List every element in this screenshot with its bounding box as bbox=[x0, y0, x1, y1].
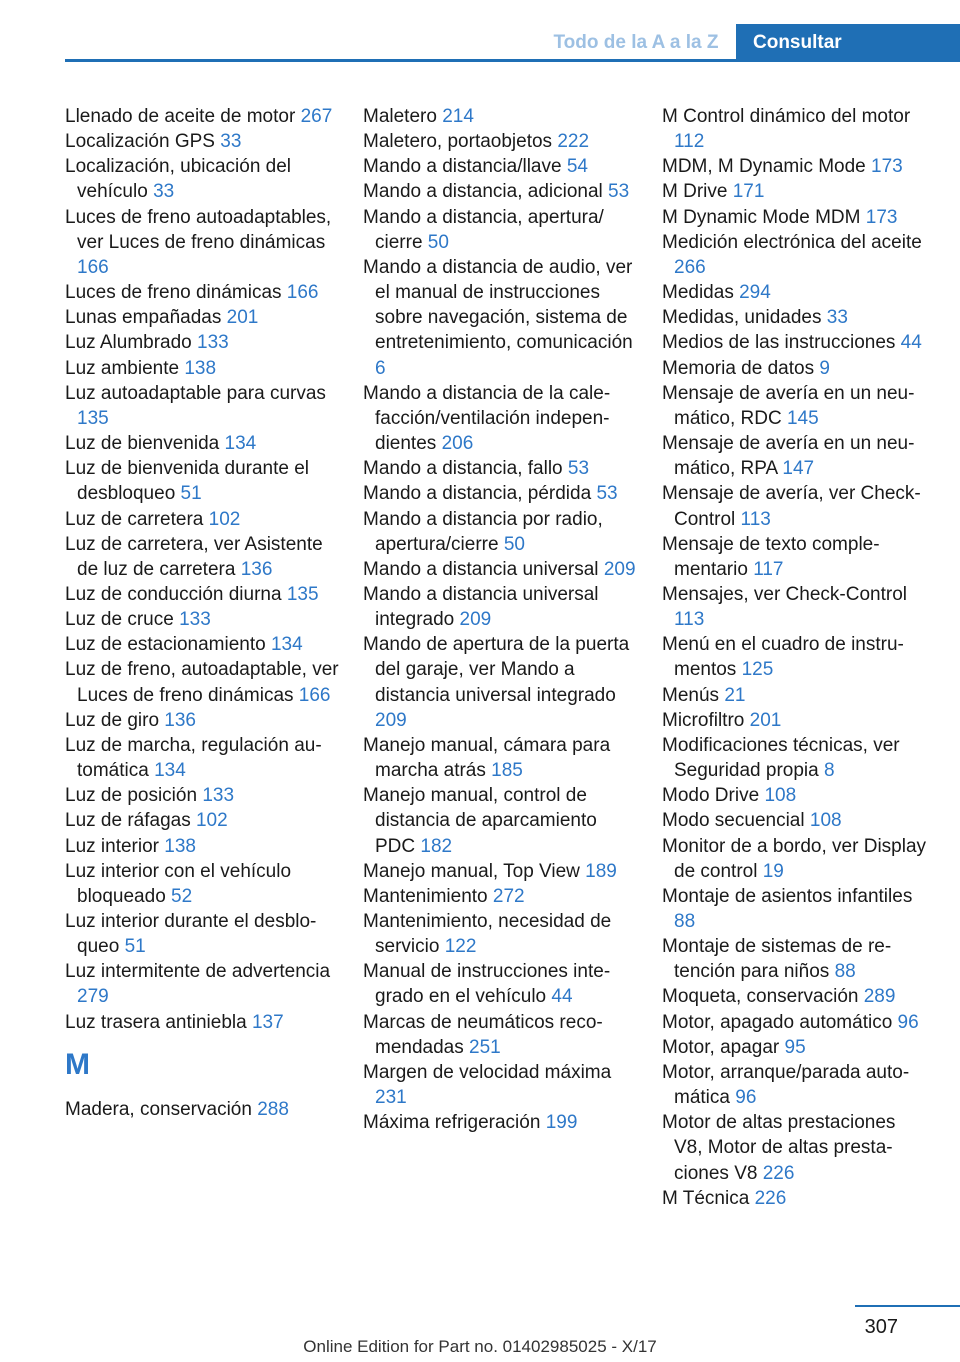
index-entry-text: Mando a distancia, apertura/​cierre bbox=[363, 206, 604, 253]
index-entry-text: Motor, apagado automático bbox=[662, 1011, 893, 1033]
index-entry-page-link[interactable]: 95 bbox=[784, 1036, 806, 1058]
index-entry-page-link[interactable]: 112 bbox=[674, 131, 705, 153]
index-entry-page-link[interactable]: 102 bbox=[208, 508, 241, 530]
index-entry-text: Medición electrónica del aceite bbox=[662, 231, 922, 253]
index-entry-text: Máxima refrigeración bbox=[363, 1112, 541, 1134]
index-entry bbox=[65, 305, 340, 330]
header-section-title: Todo de la A a la Z bbox=[553, 32, 719, 53]
index-entry-text: Medidas bbox=[662, 282, 734, 304]
index-entry-page-link[interactable]: 21 bbox=[724, 684, 746, 706]
index-entry-page-link[interactable]: 134 bbox=[154, 760, 186, 782]
index-entry-page-link[interactable]: 138 bbox=[164, 835, 196, 857]
index-entry bbox=[363, 557, 638, 582]
index-entry-text: Mando a distancia de audio, ver el manual de instrucciones sobre navegación, sistema de entretenimiento, comunicación bbox=[363, 256, 633, 354]
index-entry bbox=[662, 934, 927, 984]
index-entry-text: Microfiltro bbox=[662, 709, 745, 731]
index-entry bbox=[363, 884, 638, 909]
index-entry-page-link[interactable]: 96 bbox=[735, 1087, 757, 1109]
index-entry-page-link[interactable]: 226 bbox=[762, 1162, 795, 1184]
index-entry-text: Motor de altas prestaciones V8, Motor de altas prestaciones V8 bbox=[662, 1112, 896, 1184]
index-entry-text: Luz Alumbrado bbox=[65, 332, 192, 354]
index-entry-page-link[interactable]: 173 bbox=[871, 156, 903, 178]
index-entry-page-link[interactable]: 117 bbox=[753, 558, 784, 580]
index-entry bbox=[363, 1110, 638, 1135]
index-entry-text: Luz de giro bbox=[65, 709, 160, 731]
index-entry bbox=[65, 280, 340, 305]
index-entry-page-link[interactable]: 251 bbox=[469, 1036, 501, 1058]
index-entry-page-link[interactable]: 134 bbox=[270, 634, 303, 656]
index-entry-page-link[interactable]: 166 bbox=[298, 684, 331, 706]
index-entry-page-link[interactable]: 133 bbox=[202, 785, 235, 807]
index-entry-text: Mantenimiento, necesidad de servicio bbox=[363, 911, 612, 958]
index-entry bbox=[363, 205, 638, 255]
index-entry-page-link[interactable]: 50 bbox=[427, 231, 449, 253]
index-entry-text: Localización GPS bbox=[65, 131, 215, 153]
index-entry-page-link[interactable]: 201 bbox=[226, 307, 259, 329]
index-entry-page-link[interactable]: 189 bbox=[585, 860, 617, 882]
index-entry bbox=[65, 657, 340, 707]
index-entry-page-link[interactable]: 51 bbox=[124, 936, 146, 958]
index-entry-text: Montaje de asientos infantiles bbox=[662, 885, 913, 907]
index-entry-page-link[interactable]: 96 bbox=[897, 1011, 919, 1033]
index-entry bbox=[65, 104, 340, 129]
index-entry-page-link[interactable]: 137 bbox=[251, 1011, 284, 1033]
index-entry-text: Luz interior con el vehículo bloqueado bbox=[65, 860, 292, 907]
index-entry-text: Manejo manual, control de distancia de aparcamiento PDC bbox=[363, 785, 597, 857]
index-entry-text: M Técnica bbox=[662, 1187, 750, 1209]
index-entry-page-link[interactable]: 279 bbox=[77, 986, 109, 1008]
index-entry bbox=[65, 959, 340, 1009]
index-entry bbox=[363, 582, 638, 632]
index-entry-page-link[interactable]: 6 bbox=[375, 357, 386, 379]
index-entry bbox=[662, 708, 927, 733]
index-entry bbox=[662, 582, 927, 632]
index-entry bbox=[65, 859, 340, 909]
index-entry-page-link[interactable]: 214 bbox=[442, 106, 474, 127]
index-entry bbox=[363, 1010, 638, 1060]
index-entry-text: Manual de instrucciones integrado en el vehículo bbox=[363, 961, 611, 1008]
index-entry bbox=[65, 456, 340, 506]
index-entry bbox=[662, 431, 927, 481]
index-entry-text: Luz de cruce bbox=[65, 609, 174, 631]
index-entry-text: Luz interior bbox=[65, 835, 159, 857]
index-entry bbox=[65, 330, 340, 355]
index-entry bbox=[363, 632, 638, 733]
index-entry-text: Luces de freno autoadaptables, ver Luces de freno dinámicas bbox=[65, 206, 332, 253]
index-entry-text: M Dynamic Mode MDM bbox=[662, 206, 861, 228]
page-number: 307 bbox=[864, 1316, 898, 1338]
index-entry-text: MDM, M Dynamic Mode bbox=[662, 156, 866, 178]
index-entry-text: Luz de bienvenida durante el desbloqueo bbox=[65, 458, 310, 505]
index-entry-text: Marcas de neumáticos recomendadas bbox=[363, 1011, 603, 1058]
footer-divider bbox=[855, 1305, 960, 1307]
index-entry-page-link[interactable]: 166 bbox=[77, 256, 109, 278]
index-entry-page-link[interactable]: 108 bbox=[809, 810, 842, 832]
index-entry bbox=[65, 431, 340, 456]
index-entry bbox=[363, 456, 638, 481]
index-entry bbox=[65, 532, 340, 582]
index-entry bbox=[662, 808, 927, 833]
index-entry-page-link[interactable]: 209 bbox=[459, 609, 492, 631]
index-entry bbox=[662, 330, 927, 355]
index-entry-text: Mando a distancia, pérdida bbox=[363, 483, 592, 505]
index-entry-page-link[interactable]: 231 bbox=[375, 1087, 407, 1109]
index-entry-text: Mensaje de avería en un neumático, RDC bbox=[662, 382, 915, 429]
index-entry-text: Mando a distancia/llave bbox=[363, 156, 562, 178]
index-entry-text: Luz de conducción diurna bbox=[65, 583, 282, 605]
index-entry-page-link[interactable]: 54 bbox=[566, 156, 588, 178]
index-entry-text: Manejo manual, Top View bbox=[363, 860, 580, 882]
edition-footer: Online Edition for Part no. 01402985025 - X/17 bbox=[303, 1337, 657, 1356]
index-entry-text: Luz ambiente bbox=[65, 357, 180, 379]
index-entry-page-link[interactable]: 53 bbox=[596, 483, 618, 505]
index-entry-text: Luz interior durante el desbloqueo bbox=[65, 911, 317, 958]
index-entry-page-link[interactable]: 88 bbox=[674, 911, 696, 932]
index-entry-page-link[interactable]: 125 bbox=[741, 659, 774, 681]
index-entry-page-link[interactable]: 135 bbox=[286, 583, 319, 605]
index-entry-page-link[interactable]: 51 bbox=[180, 483, 202, 505]
index-entry-page-link[interactable]: 206 bbox=[441, 433, 474, 455]
index-entry-page-link[interactable]: 52 bbox=[171, 885, 193, 907]
index-entry bbox=[662, 532, 927, 582]
index-entry bbox=[662, 984, 927, 1009]
index-entry bbox=[363, 859, 638, 884]
index-entry bbox=[662, 205, 927, 230]
index-entry bbox=[363, 381, 638, 456]
index-entry-page-link[interactable]: 53 bbox=[608, 181, 630, 203]
index-entry-text: Mando a distancia, fallo bbox=[363, 458, 563, 480]
index-entry-page-link[interactable]: 108 bbox=[764, 785, 797, 807]
index-entry-page-link[interactable]: 201 bbox=[749, 709, 782, 731]
index-entry-text: Luz de estacionamiento bbox=[65, 634, 266, 656]
index-entry-page-link[interactable]: 185 bbox=[491, 760, 523, 782]
index-entry bbox=[363, 959, 638, 1009]
index-entry-text: Mando a distancia por radio, apertura/cierre bbox=[363, 508, 603, 555]
index-entry bbox=[363, 154, 638, 179]
index-entry-text: Luces de freno dinámicas bbox=[65, 282, 282, 304]
index-entry bbox=[65, 507, 340, 532]
index-entry-text: Modo Drive bbox=[662, 785, 760, 807]
index-entry-text: Mando de apertura de la puerta del garaje, ver Mando a distancia universal integrado bbox=[363, 634, 630, 706]
index-entry-text: Margen de velocidad máxima bbox=[363, 1061, 612, 1083]
index-entry bbox=[662, 683, 927, 708]
header-divider bbox=[65, 59, 960, 62]
index-entry-text: Localización, ubicación del vehículo bbox=[65, 156, 292, 203]
index-entry bbox=[363, 104, 638, 129]
index-entry-page-link[interactable]: 226 bbox=[754, 1187, 787, 1209]
index-entry bbox=[662, 1035, 927, 1060]
index-entry-page-link[interactable]: 33 bbox=[826, 307, 848, 329]
index-entry-text: Llenado de aceite de motor bbox=[65, 106, 296, 127]
index-entry bbox=[662, 104, 927, 154]
index-entry bbox=[662, 1060, 927, 1110]
index-entry-page-link[interactable]: 9 bbox=[819, 357, 830, 379]
index-entry bbox=[363, 481, 638, 506]
index-entry-text: Moqueta, conservación bbox=[662, 986, 859, 1008]
index-entry-page-link[interactable]: 122 bbox=[444, 936, 477, 958]
index-entry-page-link[interactable]: 44 bbox=[551, 986, 573, 1008]
index-entry bbox=[363, 179, 638, 204]
index-entry bbox=[65, 909, 340, 959]
index-entry bbox=[662, 154, 927, 179]
index-entry bbox=[662, 481, 927, 531]
index-entry bbox=[662, 834, 927, 884]
index-entry bbox=[662, 1186, 927, 1211]
index-entry-page-link[interactable]: 136 bbox=[164, 709, 196, 731]
index-entry-page-link[interactable]: 134 bbox=[224, 433, 257, 455]
section-letter: M bbox=[65, 1047, 90, 1081]
index-entry bbox=[65, 154, 340, 204]
index-entry bbox=[662, 733, 927, 783]
index-entry-text: Menús bbox=[662, 684, 720, 706]
index-entry bbox=[662, 179, 927, 204]
index-entry bbox=[662, 884, 927, 934]
index-entry-text: Luz intermitente de advertencia bbox=[65, 961, 331, 983]
index-entry bbox=[363, 783, 638, 858]
index-entry bbox=[662, 230, 927, 280]
index-entry-text: Motor, apagar bbox=[662, 1036, 780, 1058]
index-entry-text: Luz de ráfagas bbox=[65, 810, 191, 832]
index-entry-page-link[interactable]: 182 bbox=[420, 835, 453, 857]
index-entry-page-link[interactable]: 33 bbox=[220, 131, 242, 153]
index-entry-text: Modo secuencial bbox=[662, 810, 805, 832]
index-entry bbox=[662, 632, 927, 682]
index-entry-text: M Control dinámico del motor bbox=[662, 106, 911, 127]
index-entry-page-link[interactable]: 33 bbox=[153, 181, 175, 203]
index-entry bbox=[65, 356, 340, 381]
index-entry-text: Madera, conservación bbox=[65, 1098, 252, 1120]
index-entry bbox=[65, 381, 340, 431]
index-entry-text: Luz de bienvenida bbox=[65, 433, 220, 455]
index-entry-page-link[interactable]: 53 bbox=[567, 458, 590, 480]
index-entry bbox=[363, 255, 638, 381]
index-entry-page-link[interactable]: 145 bbox=[786, 407, 819, 429]
index-column-1 bbox=[65, 104, 340, 1122]
index-entry-page-link[interactable]: 102 bbox=[195, 810, 228, 832]
index-entry-text: Mantenimiento bbox=[363, 885, 488, 907]
index-entry-text: Mensaje de avería en un neumático, RPA bbox=[662, 433, 915, 480]
index-entry-page-link[interactable]: 199 bbox=[545, 1112, 578, 1134]
index-entry-text: Luz de carretera bbox=[65, 508, 204, 530]
index-entry-page-link[interactable]: 113 bbox=[674, 609, 705, 631]
index-entry-text: Luz de carretera, ver Asistente de luz de carretera bbox=[65, 533, 323, 580]
index-entry-page-link[interactable]: 113 bbox=[740, 508, 771, 530]
index-column-3 bbox=[662, 104, 927, 1211]
index-entry-text: Montaje de sistemas de retención para niños bbox=[662, 936, 892, 983]
index-entry-page-link[interactable]: 288 bbox=[257, 1098, 289, 1120]
index-entry bbox=[363, 909, 638, 959]
index-entry-page-link[interactable]: 209 bbox=[603, 558, 636, 580]
index-entry bbox=[662, 1110, 927, 1185]
index-entry bbox=[662, 1010, 927, 1035]
index-entry bbox=[662, 305, 927, 330]
index-entry-page-link[interactable]: 147 bbox=[782, 458, 815, 480]
index-entry-page-link[interactable]: 166 bbox=[286, 282, 319, 304]
index-entry-page-link[interactable]: 133 bbox=[197, 332, 229, 354]
index-entry-text: Mando a distancia universal bbox=[363, 558, 599, 580]
index-entry-text: Luz de posición bbox=[65, 785, 198, 807]
index-entry bbox=[662, 783, 927, 808]
index-entry bbox=[662, 381, 927, 431]
index-column-2 bbox=[363, 104, 638, 1135]
index-entry-page-link[interactable]: 266 bbox=[674, 256, 706, 278]
index-entry-text: Maletero, portaobjetos bbox=[363, 131, 553, 153]
index-entry-text: Mensaje de avería, ver Check-Control bbox=[662, 483, 921, 530]
index-entry-text: Lunas empañadas bbox=[65, 307, 222, 329]
index-entry bbox=[363, 507, 638, 557]
index-entry-text: Maletero bbox=[363, 106, 437, 127]
index-entry-page-link[interactable]: 135 bbox=[77, 407, 109, 429]
index-entry bbox=[65, 808, 340, 833]
index-entry-text: Medidas, unidades bbox=[662, 307, 822, 329]
index-entry-text: Manejo manual, cámara para marcha atrás bbox=[363, 734, 611, 782]
index-entry bbox=[65, 607, 340, 632]
index-entry bbox=[65, 129, 340, 154]
index-entry bbox=[662, 280, 927, 305]
index-entry-text: Memoria de datos bbox=[662, 357, 815, 379]
index-entry-text: Luz de freno, autoadaptable, ver Luces de freno dinámicas bbox=[65, 659, 339, 706]
index-entry-page-link[interactable]: 136 bbox=[240, 558, 273, 580]
index-entry-text: Mando a distancia de la calefacción/ventilación independientes bbox=[363, 382, 611, 455]
index-entry-text: Medios de las instrucciones bbox=[662, 332, 896, 354]
index-entry bbox=[65, 1097, 340, 1122]
index-entry-text: M Drive bbox=[662, 181, 728, 203]
index-entry-page-link[interactable]: 267 bbox=[300, 106, 333, 127]
index-entry-page-link[interactable]: 272 bbox=[492, 885, 525, 907]
index-entry-text: Modificaciones técnicas, ver Seguridad propia bbox=[662, 734, 900, 782]
index-entry-text: Mando a distancia, adicional bbox=[363, 181, 603, 203]
index-entry-page-link[interactable]: 209 bbox=[375, 709, 407, 731]
index-entry-text: Luz de marcha, regulación automática bbox=[65, 734, 322, 782]
index-entry-page-link[interactable]: 19 bbox=[762, 860, 784, 882]
index-entry-text: Luz trasera antiniebla bbox=[65, 1011, 247, 1033]
index-entry-page-link[interactable]: 294 bbox=[739, 282, 771, 304]
index-entry bbox=[65, 783, 340, 808]
index-entry-text: Menú en el cuadro de instrumentos bbox=[662, 634, 904, 681]
index-entry-text: Mando a distancia universal integrado bbox=[363, 583, 599, 631]
index-entry-page-link[interactable]: 289 bbox=[863, 986, 896, 1008]
index-entry bbox=[65, 205, 340, 280]
header-tab-consultar[interactable]: Consultar bbox=[736, 24, 960, 62]
index-entry bbox=[65, 708, 340, 733]
index-entry-text: Luz autoadaptable para curvas bbox=[65, 382, 326, 404]
index-entry-text: Monitor de a bordo, ver Display de control bbox=[662, 835, 927, 882]
index-entry-page-link[interactable]: 133 bbox=[179, 609, 211, 631]
index-entry-page-link[interactable]: 88 bbox=[834, 961, 856, 983]
index-entry bbox=[65, 733, 340, 783]
index-entry-page-link[interactable]: 171 bbox=[732, 181, 765, 203]
index-entry-text: Mensajes, ver Check-Control bbox=[662, 583, 907, 605]
index-entry-page-link[interactable]: 138 bbox=[184, 357, 217, 379]
index-entry bbox=[65, 1010, 340, 1035]
index-entry bbox=[65, 834, 340, 859]
index-entry bbox=[363, 1060, 638, 1110]
index-entry-page-link[interactable]: 222 bbox=[557, 131, 590, 153]
index-entry-text: Motor, arranque/parada automática bbox=[662, 1061, 910, 1109]
index-entry-page-link[interactable]: 44 bbox=[900, 332, 922, 354]
index-entry-page-link[interactable]: 8 bbox=[824, 760, 835, 782]
index-entry-page-link[interactable]: 173 bbox=[865, 206, 898, 228]
index-entry-page-link[interactable]: 50 bbox=[503, 533, 525, 555]
index-entry bbox=[65, 632, 340, 657]
index-entry-text: Mensaje de texto complementario bbox=[662, 533, 880, 580]
index-entry bbox=[65, 582, 340, 607]
index-entry bbox=[662, 356, 927, 381]
index-entry bbox=[363, 733, 638, 783]
index-entry bbox=[363, 129, 638, 154]
